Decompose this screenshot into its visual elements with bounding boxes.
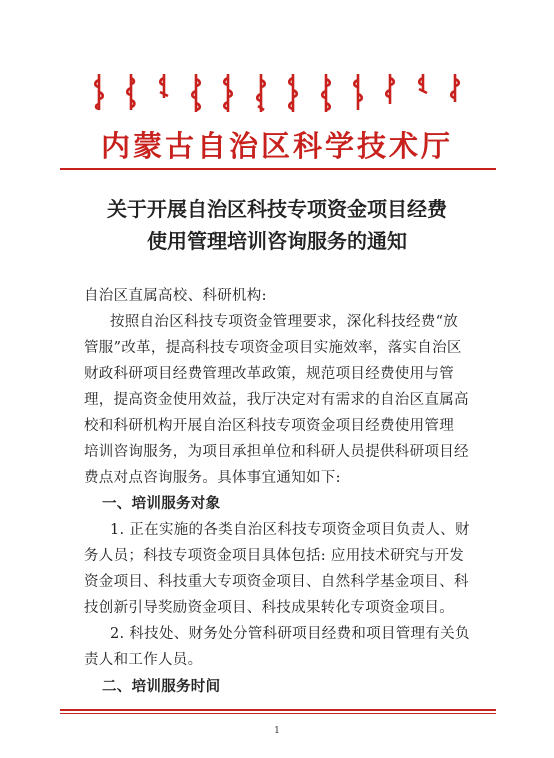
mongolian-word-3 [157,72,171,102]
mongolian-word-4 [189,72,203,114]
mongolian-word-8 [319,72,333,114]
intro-line: 按照自治区科技专项资金管理要求，深化科技经费“放 [110,314,459,330]
item-1-line: 技创新引导奖励资金项目、科技成果转化专项资金项目。 [84,600,454,616]
mongolian-word-11 [416,72,430,96]
intro-line: 管服”改革，提高科技专项资金项目实施效率，落实自治区 [84,340,462,356]
salutation: 自治区直属高校、科研机构: [84,288,267,304]
intro-line: 费点对点咨询服务。具体事宜通知如下: [84,470,341,486]
mongolian-word-12 [448,72,462,106]
footer-red-rule-thin [60,713,496,714]
page-number: 1 [274,726,280,736]
item-1-line: 务人员；科技专项资金项目具体包括: 应用技术研究与开发 [84,548,465,564]
notice-title-line-1: 关于开展自治区科技专项资金项目经费 [107,197,447,221]
intro-line: 培训咨询服务，为项目承担单位和科研人员提供科研项目经 [84,444,469,460]
issuing-organization-name: 内蒙古自治区科学技术厅 [100,129,453,163]
mongolian-word-7 [286,72,300,114]
intro-line: 财政科研项目经费管理改革政策，规范项目经费使用与管 [84,366,454,382]
item-1-line: 资金项目、科技重大专项资金项目、自然科学基金项目、科 [84,574,469,590]
mongolian-word-1 [92,72,106,112]
intro-line: 校和科研机构开展自治区科技专项资金项目经费使用管理 [84,418,454,434]
mongolian-word-2 [124,72,138,112]
notice-title-line-2: 使用管理培训咨询服务的通知 [147,229,407,253]
item-1-line: 1. 正在实施的各类自治区科技专项资金项目负责人、财 [110,522,470,538]
mongolian-word-6 [254,72,268,114]
header-red-rule [60,168,496,170]
mongolian-word-10 [383,72,397,108]
mongolian-word-5 [221,72,235,114]
item-2-line: 2. 科技处、财务处分管科研项目经费和项目管理有关负 [110,626,470,642]
item-2-line: 责人和工作人员。 [84,652,203,668]
mongolian-word-9 [351,72,365,112]
footer-red-rule-thick [60,709,496,711]
section-heading-1: 一、培训服务对象 [102,496,221,512]
intro-line: 理，提高资金使用效益，我厅决定对有需求的自治区直属高 [84,392,469,408]
section-heading-2: 二、培训服务时间 [102,679,221,695]
mongolian-script-wordmark [92,72,462,118]
